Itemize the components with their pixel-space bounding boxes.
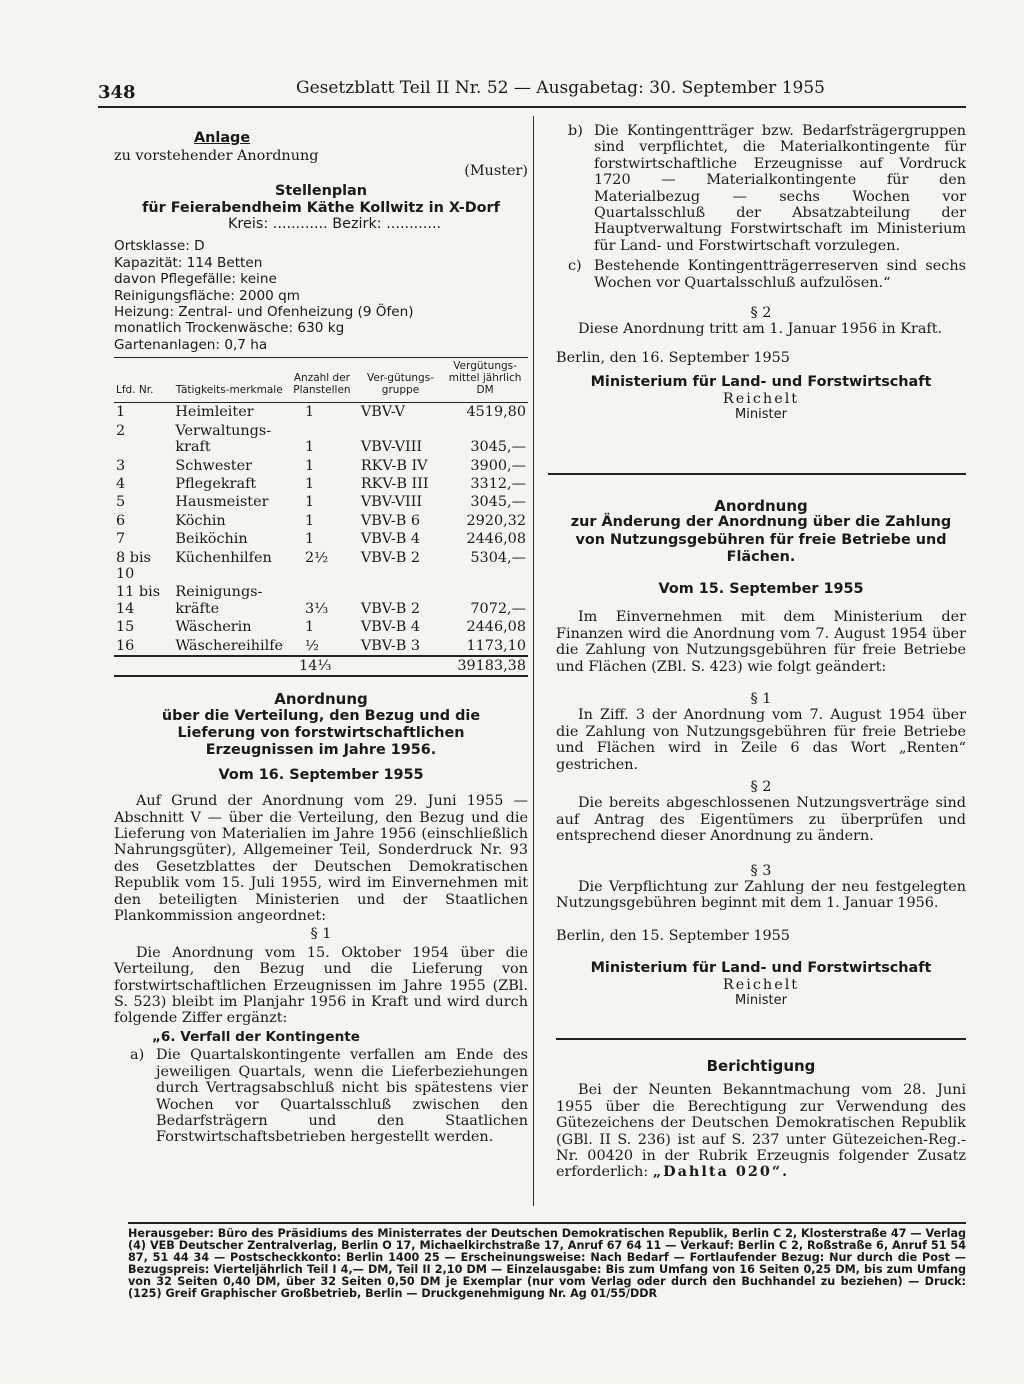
cell-merkmal: Wäschereihilfe (175, 637, 284, 654)
table-row (114, 530, 528, 548)
table-row (114, 403, 528, 422)
section-separator (556, 1038, 966, 1040)
cell-gruppe: VBV-B 2 (360, 600, 421, 617)
anordnung1-title: Anordnung (274, 690, 368, 709)
anordnung2-section (556, 498, 966, 1009)
anlage-subtitle: zu vorstehender Anordnung (114, 148, 319, 165)
item-label: c) (568, 258, 582, 275)
berichtigung-title: Berichtigung (706, 1057, 816, 1075)
cell-lfd-nr: 2 (116, 422, 126, 439)
cell-planstellen: ½ (305, 637, 319, 654)
table-row (114, 475, 528, 493)
table-row (114, 457, 528, 475)
page-header-title: Gesetzblatt Teil II Nr. 52 — Ausgabetag: 30. September 1955 (296, 78, 825, 98)
anordnung1-ministry: Ministerium für Land- und Forstwirtschaft (590, 374, 932, 391)
cell-planstellen: 1 (305, 531, 315, 548)
imprint-footer: Herausgeber: Büro des Präsidiums des Ministerrates der Deutschen Demokratischen Republik, Berlin C 2, Klosterstraße 47 — Verlag (4) VEB Deutscher Zentralverlag, Berlin O 17, Michaelkirchstraße 17, Anruf 67 64 11 — Verkauf: Berlin C 2, Roßstraße 6, Anruf 51 54 87, 51 44 34 — Postscheckkonto: Berlin 1400 25 — Erscheinungsweise: Nach Bedarf — Fortlaufender Bezug: Nur durch die Post — Bezugspreis: Vierteljährlich Teil I 4,— DM, Teil II 2,10 DM — Einzelausgabe: Bis zum Umfang von 16 Seiten 0,25 DM, bis zum Umfang von 32 Seiten 0,40 DM, über 32 Seiten 0,50 DM je Exemplar (nur vom Verlag oder durch den Buchhandel zu beziehen) — Druck: (125) Greif Graphischer Großbetrieb, Berlin — Druckgenehmigung Nr. Ag 01/55/DDR (128, 1227, 966, 1300)
anordnung1-intro: Auf Grund der Anordnung vom 29. Juni 1955 — Abschnitt V — über die Verteilung, den Bezug und die Lieferung von Materialien im Jahre 1956 (einschließlich Nahrungsgüter), Allgemeiner Teil, Sonderdruck Nr. 93 des Gesetzblattes der Deutschen Demokratischen Republik vom 15. Juli 1955, wird im Einvernehmen mit den beteiligten Ministerien und der Staatlichen Plankommission angeordnet: (114, 793, 528, 925)
header-rule (98, 106, 966, 108)
berichtigung-bold: „Dahlta 020“. (652, 1163, 790, 1181)
cell-merkmal: Beiköchin (175, 531, 248, 548)
cell-dm: 1173,10 (466, 637, 526, 654)
section-separator (548, 473, 966, 475)
cell-lfd-nr: 5 (116, 494, 126, 511)
cell-dm: 5304,— (470, 549, 526, 566)
cell-merkmal: Reinigungs-kräfte (175, 584, 263, 617)
footer-rule (128, 1222, 966, 1224)
berichtigung-text-body: Bei der Neunten Bekanntmachung vom 28. Juni 1955 über die Berechtigung zur Verwendung des Gütezeichens der Deutschen Demokratischen Republik (GBl. II S. 236) ist auf S. 237 unter Gütezeichen-Reg.-Nr. 00420 in der Rubrik Erzeugnis folgender Zusatz erforderlich: (556, 1082, 966, 1181)
item-label: b) (568, 123, 583, 139)
table-total-row (114, 656, 528, 676)
table-header-row (114, 358, 528, 403)
cell-merkmal: Wäscherin (175, 619, 252, 636)
anordnung2-ministry: Ministerium für Land- und Forstwirtschaft (590, 960, 932, 977)
anordnung1-p1-text: Die Anordnung vom 15. Oktober 1954 über die Verteilung, den Bezug und die Lieferung von forstwirtschaftlichen Erzeugnissen im Jahre 1955 (ZBl. S. 523) bleibt im Planjahr 1956 in Kraft und wird durch folgende Ziffer ergänzt: (114, 944, 528, 1027)
anordnung1-section (114, 691, 528, 1145)
cell-lfd-nr: 7 (116, 531, 126, 548)
left-column (114, 130, 528, 1146)
item-text: Die Quartalskontingente verfallen am Ende des jeweiligen Quartals, wenn die Lieferbeziehungen durch Vertragsabschluß nicht bis spätestens vier Wochen vor Quartalsschluß zwischen den Bedarfsträgern und den Staatlichen Forstwirtschaftsbetrieben hergestellt werden. (156, 1047, 528, 1146)
anordnung1-p2-text: Diese Anordnung tritt am 1. Januar 1956 in Kraft. (578, 321, 943, 338)
stellenplan-table (114, 357, 528, 677)
cell-dm: 2920,32 (466, 512, 526, 529)
anordnung1-date: Vom 16. September 1955 (218, 766, 424, 783)
total-planstellen: 14⅓ (299, 657, 332, 674)
col-header-lfd-nr: Lfd. Nr. (116, 384, 154, 397)
cell-planstellen: 1 (305, 439, 315, 456)
cell-planstellen: 1 (305, 457, 315, 474)
anordnung2-intro: Im Einvernehmen mit dem Ministerium der Finanzen wird die Anordnung vom 7. August 1954 über die Zahlung von Nutzungsgebühren für freie Betriebe und Flächen (ZBl. S. 423) wie folgt geändert: (556, 609, 966, 675)
cell-dm: 4519,80 (466, 404, 526, 421)
cell-lfd-nr: 4 (116, 475, 126, 492)
anordnung2-subtitle: zur Änderung der Anordnung über die Zahlung von Nutzungsgebühren für freie Betriebe und Flächen. (570, 514, 952, 566)
table-row (114, 637, 528, 656)
detail-line: Reinigungsfläche: 2000 qm (114, 287, 300, 304)
cell-gruppe: VBV-B 6 (360, 512, 421, 529)
table-row (114, 583, 528, 618)
cell-dm: 3045,— (470, 494, 526, 511)
cell-merkmal: Pflegekraft (175, 475, 257, 492)
anordnung2-title: Anordnung (714, 497, 808, 515)
cell-gruppe: VBV-B 2 (360, 549, 421, 566)
cell-dm: 7072,— (470, 600, 526, 617)
berichtigung-section (556, 1058, 966, 1181)
anordnung2-place-date: Berlin, den 15. September 1955 (556, 927, 790, 944)
item-text: Die Kontingentträger bzw. Bedarfsträgergruppen sind verpflichtet, die Materialkontingente für forstwirtschaftliche Erzeugnisse auf Vordruck 1720 — Materialkontingente für den Materialbezug — sechs Wochen vor Quartalsschluß der Absatzabteilung der Hauptverwaltung Forstwirtschaft im Ministerium für Land- und Forstwirtschaft vorzulegen. (594, 123, 966, 254)
cell-merkmal: Küchenhilfen (175, 549, 272, 566)
item-text: Bestehende Kontingentträgerreserven sind sechs Wochen vor Quartalsschluß aufzulösen.“ (594, 258, 966, 291)
detail-line: Gartenanlagen: 0,7 ha (114, 336, 268, 353)
cell-gruppe: RKV-B III (360, 475, 429, 492)
cell-dm: 3045,— (470, 439, 526, 456)
table-row (114, 422, 528, 457)
cell-merkmal: Heimleiter (175, 404, 254, 421)
table-row (114, 618, 528, 636)
cell-merkmal: Schwester (175, 457, 252, 474)
anordnung1-signer-title: Minister (735, 407, 787, 423)
anordnung2-p1-head: § 1 (750, 690, 772, 707)
verfall-title: „6. Verfall der Kontingente (152, 1028, 361, 1045)
cell-dm: 2446,08 (466, 531, 526, 548)
berichtigung-text (556, 1082, 966, 1180)
cell-planstellen: 1 (305, 619, 315, 636)
cell-lfd-nr: 15 (116, 619, 135, 636)
cell-gruppe: VBV-VIII (360, 439, 423, 456)
anordnung2-p2-head: § 2 (750, 778, 772, 795)
kreis-bezirk-line: Kreis: ............ Bezirk: ............ (228, 216, 442, 233)
anordnung1-p1-head: § 1 (310, 926, 332, 943)
anordnung1-p2-head: § 2 (750, 305, 772, 322)
cell-lfd-nr: 1 (116, 404, 126, 421)
detail-line: davon Pflegefälle: keine (114, 271, 277, 288)
item-label: a) (130, 1047, 145, 1064)
col-header-verguetungsgruppe: Ver-gütungs-gruppe (367, 372, 434, 397)
cell-lfd-nr: 3 (116, 457, 126, 474)
col-header-taetigkeitsmerkmale: Tätigkeits-merkmale (175, 384, 283, 397)
detail-line: monatlich Trockenwäsche: 630 kg (114, 320, 345, 337)
col-header-planstellen: Anzahl der Planstellen (293, 372, 351, 397)
detail-line: Heizung: Zentral- und Ofenheizung (9 Öfen) (114, 304, 414, 321)
verfall-item-a (130, 1047, 528, 1145)
anordnung2-p3-head: § 3 (750, 862, 772, 879)
cell-dm: 2446,08 (466, 619, 526, 636)
cell-merkmal: Verwaltungs-kraft (175, 422, 272, 456)
cell-gruppe: VBV-B 4 (360, 619, 421, 636)
cell-planstellen: 1 (305, 494, 315, 511)
anordnung2-p2-text: Die bereits abgeschlossenen Nutzungsverträge sind auf Antrag des Eigentümers zu überprüfen und entsprechend dieser Anordnung zu ändern. (556, 795, 966, 845)
anlage-details (114, 238, 528, 353)
anordnung2-p3-text: Die Verpflichtung zur Zahlung der neu festgelegten Nutzungsgebühren beginnt mit dem 1. Januar 1956. (556, 879, 966, 912)
cell-merkmal: Köchin (175, 512, 226, 529)
cell-lfd-nr: 11 bis 14 (116, 584, 161, 617)
cell-dm: 3312,— (470, 475, 526, 492)
table-row (114, 493, 528, 511)
cell-gruppe: VBV-VIII (360, 494, 423, 511)
cell-lfd-nr: 8 bis 10 (116, 549, 151, 582)
anordnung1-place-date: Berlin, den 16. September 1955 (556, 349, 790, 366)
column-divider (533, 116, 534, 1206)
cell-planstellen: 3⅓ (305, 600, 329, 617)
stellenplan-subtitle: für Feierabendheim Käthe Kollwitz in X-Dorf (142, 199, 500, 216)
cell-lfd-nr: 6 (116, 512, 126, 529)
page-number: 348 (98, 82, 136, 103)
cell-gruppe: VBV-V (360, 404, 406, 421)
stellenplan-title: Stellenplan (274, 183, 368, 200)
cell-gruppe: VBV-B 4 (360, 531, 421, 548)
cell-planstellen: 1 (305, 475, 315, 492)
cell-planstellen: 1 (305, 404, 315, 421)
detail-line: Kapazität: 114 Betten (114, 254, 263, 271)
anordnung2-date: Vom 15. September 1955 (658, 580, 864, 597)
cell-lfd-nr: 16 (116, 637, 135, 654)
col-header-verguetungsmittel: Vergütungs-mittel jährlich DM (448, 360, 522, 397)
cell-dm: 3900,— (470, 457, 526, 474)
verfall-item-c (568, 258, 966, 291)
anordnung1-signer: Reichelt (722, 390, 800, 407)
anordnung2-signer: Reichelt (722, 976, 800, 993)
cell-gruppe: RKV-B IV (360, 457, 428, 474)
detail-line: Ortsklasse: D (114, 238, 205, 255)
anordnung1-subtitle: über die Verteilung, den Bezug und die Lieferung von forstwirtschaftlichen Erzeugnissen im Jahre 1956. (161, 707, 481, 758)
cell-merkmal: Hausmeister (175, 494, 269, 511)
cell-planstellen: 1 (305, 512, 315, 529)
total-dm: 39183,38 (457, 657, 526, 674)
cell-gruppe: VBV-B 3 (360, 637, 421, 654)
anordnung2-signer-title: Minister (735, 993, 787, 1009)
verfall-item-b (568, 123, 966, 254)
anordnung2-p1-text: In Ziff. 3 der Anordnung vom 7. August 1954 über die Zahlung von Nutzungsgebühren für freie Betriebe und Flächen wird in Zeile 6 das Wort „Renten“ gestrichen. (556, 707, 966, 773)
right-column (556, 123, 966, 424)
cell-planstellen: 2½ (305, 549, 329, 566)
table-row (114, 549, 528, 584)
muster-label: (Muster) (464, 162, 528, 179)
table-row (114, 512, 528, 530)
anlage-title: Anlage (194, 130, 251, 146)
anlage-section (114, 130, 528, 677)
